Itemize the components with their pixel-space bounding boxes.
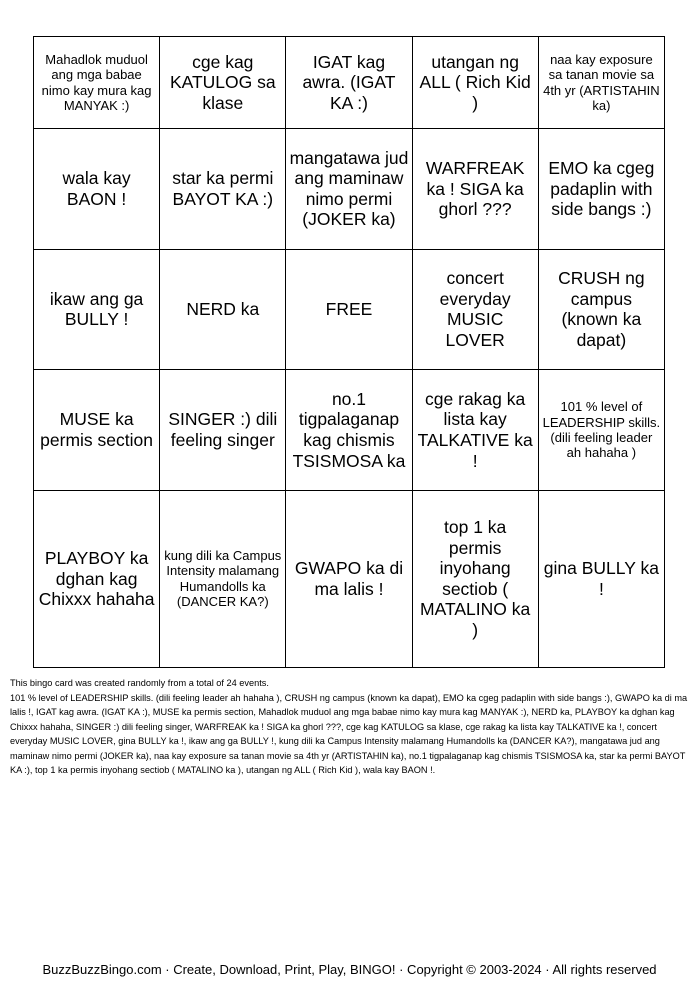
- bingo-row: [34, 370, 665, 491]
- bingo-row: [34, 249, 665, 370]
- bingo-cell: PLAYBOY ka dghan kag Chixxx hahaha: [34, 490, 160, 667]
- bingo-cell: wala kay BAON !: [34, 129, 160, 250]
- site-footer: BuzzBuzzBingo.com · Create, Download, Print, Play, BINGO! · Copyright © 2003-2024 · All rights reserved: [42, 962, 657, 977]
- description-intro: This bingo card was created randomly from a total of 24 events.: [10, 678, 269, 688]
- free-space-cell: FREE: [286, 249, 412, 370]
- bingo-cell: star ka permi BAYOT KA :): [160, 129, 286, 250]
- bingo-cell: kung dili ka Campus Intensity malamang Humandolls ka (DANCER KA?): [160, 490, 286, 667]
- card-description: [10, 676, 690, 778]
- bingo-cell: NERD ka: [160, 249, 286, 370]
- bingo-cell: IGAT kag awra. (IGAT KA :): [286, 37, 412, 129]
- bingo-row: [34, 129, 665, 250]
- bingo-cell: EMO ka cgeg padaplin with side bangs :): [538, 129, 664, 250]
- bingo-cell: cge kag KATULOG sa klase: [160, 37, 286, 129]
- bingo-cell: GWAPO ka di ma lalis !: [286, 490, 412, 667]
- bingo-card: [33, 36, 665, 668]
- bingo-cell: no.1 tigpalaganap kag chismis TSISMOSA ka: [286, 370, 412, 491]
- bingo-cell: mangatawa jud ang maminaw nimo permi (JOKER ka): [286, 129, 412, 250]
- bingo-cell: concert everyday MUSIC LOVER: [412, 249, 538, 370]
- bingo-cell: ikaw ang ga BULLY !: [34, 249, 160, 370]
- bingo-cell: top 1 ka permis inyohang sectiob ( MATALINO ka ): [412, 490, 538, 667]
- bingo-cell: SINGER :) dili feeling singer: [160, 370, 286, 491]
- bingo-cell: 101 % level of LEADERSHIP skills. (dili feeling leader ah hahaha ): [538, 370, 664, 491]
- bingo-cell: naa kay exposure sa tanan movie sa 4th yr (ARTISTAHIN ka): [538, 37, 664, 129]
- bingo-cell: Mahadlok muduol ang mga babae nimo kay mura kag MANYAK :): [34, 37, 160, 129]
- bingo-cell: cge rakag ka lista kay TALKATIVE ka !: [412, 370, 538, 491]
- bingo-cell: gina BULLY ka !: [538, 490, 664, 667]
- bingo-row: [34, 37, 665, 129]
- bingo-cell: MUSE ka permis section: [34, 370, 160, 491]
- bingo-cell: utangan ng ALL ( Rich Kid ): [412, 37, 538, 129]
- description-events-list: 101 % level of LEADERSHIP skills. (dili feeling leader ah hahaha ), CRUSH ng campus (known ka dapat), EMO ka cgeg padaplin with side bangs :), GWAPO ka di ma lalis !, IGAT kag awra. (IGAT KA :), MUSE ka permis section, Mahadlok muduol ang mga babae nimo kay mura kag MANYAK :), NERD ka, PLAYBOY ka dghan kag Chixxx hahaha, SINGER :) dili feeling singer, WARFREAK ka ! SIGA ka ghorl ???, cge kag KATULOG sa klase, cge rakag ka lista kay TALKATIVE ka !, concert everyday MUSIC LOVER, gina BULLY ka !, ikaw ang ga BULLY !, kung dili ka Campus Intensity malamang Humandolls ka (DANCER KA?), mangatawa jud ang maminaw nimo permi (JOKER ka), naa kay exposure sa tanan movie sa 4th yr (ARTISTAHIN ka), no.1 tigpalaganap kag chismis TSISMOSA ka, star ka permi BAYOT KA :), top 1 ka permis inyohang sectiob ( MATALINO ka ), utangan ng ALL ( Rich Kid ), wala kay BAON !.: [10, 692, 688, 775]
- bingo-row: [34, 490, 665, 667]
- bingo-cell: CRUSH ng campus (known ka dapat): [538, 249, 664, 370]
- bingo-cell: WARFREAK ka ! SIGA ka ghorl ???: [412, 129, 538, 250]
